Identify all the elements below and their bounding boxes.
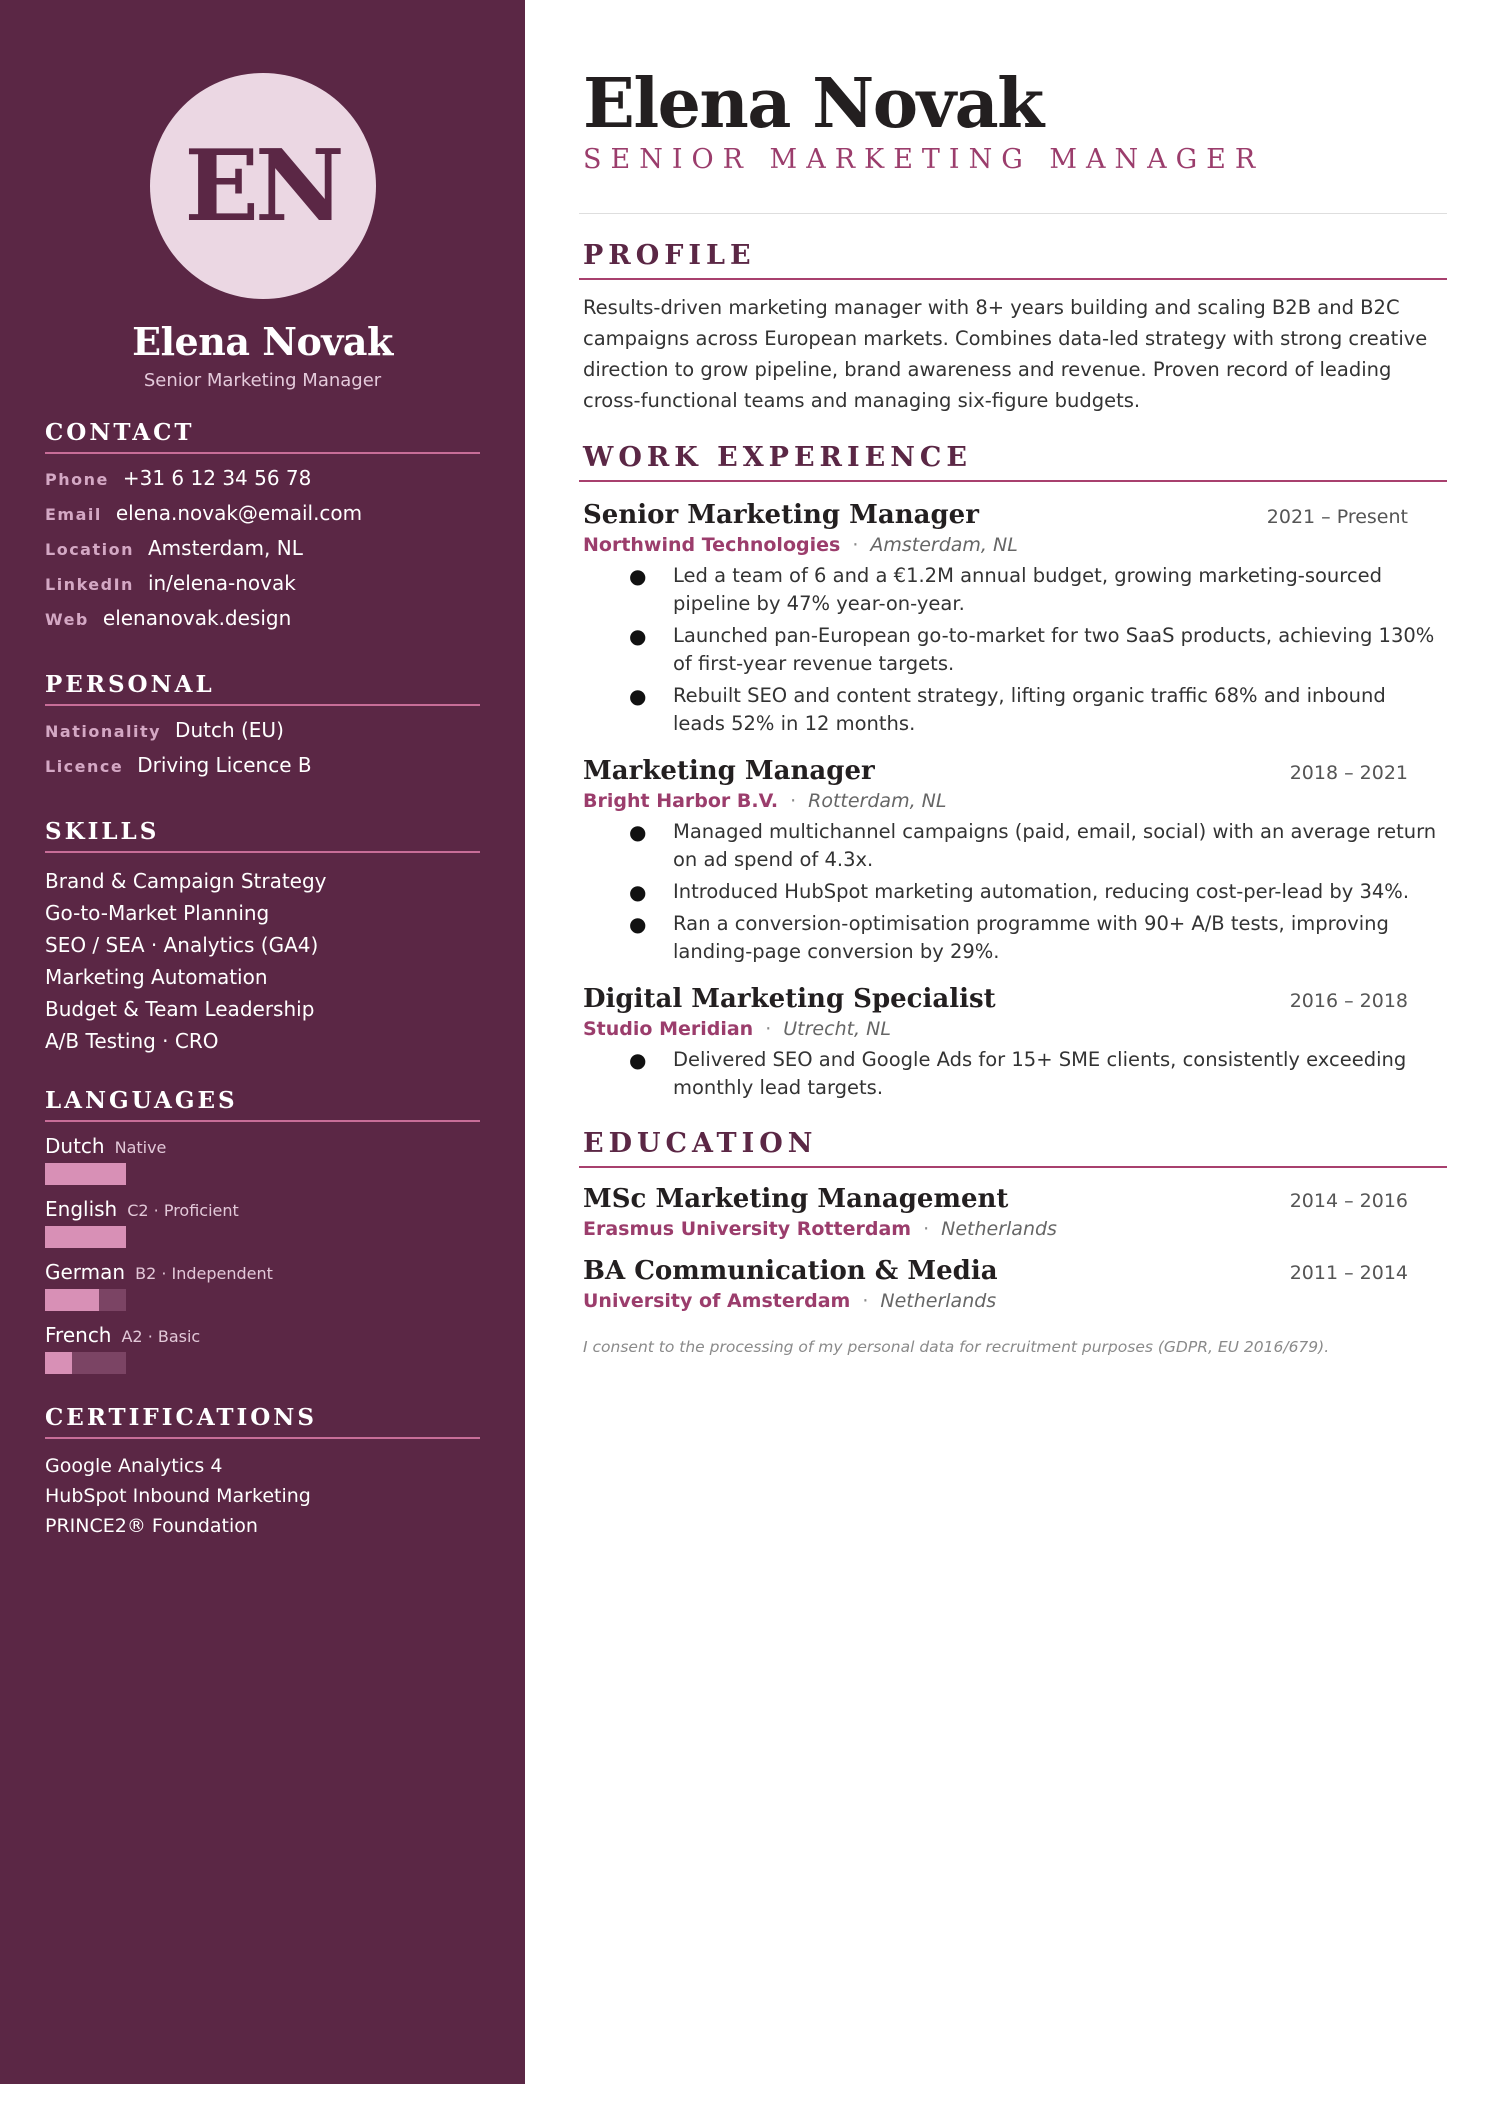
personal-label: Nationality <box>45 722 162 741</box>
gdpr-consent: I consent to the processing of my personal data for recruitment purposes (GDPR, EU 2016/679). <box>583 1338 1330 1356</box>
personal-nationality <box>45 718 480 753</box>
contact-label: Location <box>45 540 134 559</box>
languages-section <box>45 1087 480 1374</box>
avatar <box>150 73 376 299</box>
school-location: Netherlands <box>880 1290 997 1312</box>
job-location: Utrecht, NL <box>783 1018 891 1040</box>
contact-email[interactable] <box>45 501 480 536</box>
contact-phone[interactable] <box>45 466 480 501</box>
contact-label: Email <box>45 505 102 524</box>
education-entry <box>583 1184 1443 1240</box>
school-name: Erasmus University Rotterdam <box>583 1218 912 1240</box>
contact-label: LinkedIn <box>45 575 134 594</box>
education-section <box>583 1128 1443 1312</box>
job-entry <box>583 500 1443 738</box>
language-item <box>45 1197 480 1248</box>
page-title: Elena Novak <box>583 64 1043 144</box>
job-location: Amsterdam, NL <box>870 534 1018 556</box>
job-bullets <box>583 1046 1443 1102</box>
certification-item: PRINCE2® Foundation <box>45 1515 258 1537</box>
certifications-section <box>45 1404 480 1541</box>
job-bullets <box>583 818 1443 966</box>
certifications-heading: CERTIFICATIONS <box>45 1404 480 1439</box>
profile-section <box>583 240 1443 416</box>
school-name: University of Amsterdam <box>583 1290 851 1312</box>
skill-item: Marketing Automation <box>45 965 268 989</box>
language-proficiency-fill <box>45 1289 99 1311</box>
profile-text: Results-driven marketing manager with 8+ years building and scaling B2B and B2C campaigns across European markets. Combines data-led strategy with strong creative direction to grow pipeline, brand awareness and revenue. Proven record of leading cross-functional teams and managing six-figure budgets. <box>583 296 1428 412</box>
job-bullet: ● Introduced HubSpot marketing automation, reducing cost-per-lead by 34%. <box>629 880 1410 904</box>
job-entry <box>583 984 1443 1102</box>
language-name: English <box>45 1197 118 1221</box>
job-title: Digital Marketing Specialist <box>583 984 996 1014</box>
skills-heading: SKILLS <box>45 818 480 853</box>
sidebar-name: Elena Novak <box>132 319 393 364</box>
language-item <box>45 1323 480 1374</box>
language-item <box>45 1134 480 1185</box>
job-location: Rotterdam, NL <box>808 790 947 812</box>
language-proficiency-fill <box>45 1163 126 1185</box>
job-bullet: ● Ran a conversion-optimisation programme with 90+ A/B tests, improving landing-page conversion by 29%. <box>629 912 1389 963</box>
language-proficiency-fill <box>45 1352 72 1374</box>
separator-dot: · <box>790 790 797 812</box>
language-name: German <box>45 1260 126 1284</box>
contact-label: Web <box>45 610 89 629</box>
personal-section <box>45 671 480 788</box>
experience-section <box>583 442 1443 1102</box>
language-level: C2 · Proficient <box>127 1201 239 1220</box>
company-name: Northwind Technologies <box>583 534 841 556</box>
bullet-icon: ● <box>629 564 647 588</box>
languages-heading: LANGUAGES <box>45 1087 480 1122</box>
skill-item: Go-to-Market Planning <box>45 901 270 925</box>
education-dates: 2014 – 2016 <box>1289 1190 1408 1212</box>
company-name: Studio Meridian <box>583 1018 754 1040</box>
skill-item: Brand & Campaign Strategy <box>45 869 327 893</box>
experience-heading: WORK EXPERIENCE <box>579 442 1447 482</box>
bullet-icon: ● <box>629 880 647 904</box>
education-dates: 2011 – 2014 <box>1289 1262 1408 1284</box>
job-entry <box>583 756 1443 966</box>
job-bullets <box>583 562 1443 738</box>
personal-label: Licence <box>45 757 124 776</box>
job-title-subtitle: SENIOR MARKETING MANAGER <box>583 144 1265 175</box>
contact-value: Amsterdam, NL <box>147 536 303 560</box>
language-level: A2 · Basic <box>121 1327 201 1346</box>
contact-value: elenanovak.design <box>102 606 292 630</box>
job-dates: 2016 – 2018 <box>1289 990 1408 1012</box>
header-divider <box>579 213 1447 214</box>
profile-heading: PROFILE <box>579 240 1447 280</box>
education-entry <box>583 1256 1443 1312</box>
job-dates: 2021 – Present <box>1266 506 1408 528</box>
language-proficiency-bar <box>45 1289 126 1311</box>
contact-label: Phone <box>45 470 109 489</box>
bullet-icon: ● <box>629 912 647 936</box>
contact-value: elena.novak@email.com <box>115 501 363 525</box>
job-bullet: ● Launched pan-European go-to-market for two SaaS products, achieving 130% of first-year revenue targets. <box>629 624 1435 675</box>
contact-value: in/elena-novak <box>147 571 296 595</box>
education-heading: EDUCATION <box>579 1128 1447 1168</box>
language-name: Dutch <box>45 1134 105 1158</box>
job-bullet: ● Delivered SEO and Google Ads for 15+ SME clients, consistently exceeding monthly lead targets. <box>629 1048 1407 1099</box>
job-dates: 2018 – 2021 <box>1289 762 1408 784</box>
separator-dot: · <box>852 534 859 556</box>
contact-value: +31 6 12 34 56 78 <box>122 466 312 490</box>
bullet-icon: ● <box>629 1048 647 1072</box>
language-proficiency-bar <box>45 1352 126 1374</box>
degree-title: MSc Marketing Management <box>583 1184 1009 1214</box>
skill-item: Budget & Team Leadership <box>45 997 315 1021</box>
personal-heading: PERSONAL <box>45 671 480 706</box>
job-bullet: ● Led a team of 6 and a €1.2M annual budget, growing marketing-sourced pipeline by 47% year-on-year. <box>629 564 1382 615</box>
language-proficiency-fill <box>45 1226 126 1248</box>
contact-heading: CONTACT <box>45 419 480 454</box>
language-level: B2 · Independent <box>135 1264 273 1283</box>
language-item <box>45 1260 480 1311</box>
bullet-icon: ● <box>629 624 647 648</box>
skills-section <box>45 818 480 1057</box>
language-proficiency-bar <box>45 1226 126 1248</box>
language-proficiency-bar <box>45 1163 126 1185</box>
contact-linkedin[interactable] <box>45 571 480 606</box>
skill-item: SEO / SEA · Analytics (GA4) <box>45 933 319 957</box>
language-level: Native <box>114 1138 167 1157</box>
skill-item: A/B Testing · CRO <box>45 1029 219 1053</box>
avatar-initials: EN <box>184 128 341 244</box>
job-bullet: ● Rebuilt SEO and content strategy, lifting organic traffic 68% and inbound leads 52% in 12 months. <box>629 684 1386 735</box>
bullet-icon: ● <box>629 684 647 708</box>
personal-value: Driving Licence B <box>137 753 312 777</box>
company-name: Bright Harbor B.V. <box>583 790 779 812</box>
personal-value: Dutch (EU) <box>175 718 284 742</box>
main-content <box>583 0 1443 1356</box>
contact-section <box>45 419 480 641</box>
job-bullet: ● Managed multichannel campaigns (paid, email, social) with an average return on ad spend of 4.3x. <box>629 820 1437 871</box>
contact-location <box>45 536 480 571</box>
degree-title: BA Communication & Media <box>583 1256 998 1286</box>
sidebar <box>0 0 525 2084</box>
job-title: Senior Marketing Manager <box>583 500 979 530</box>
separator-dot: · <box>923 1218 930 1240</box>
school-location: Netherlands <box>941 1218 1057 1240</box>
certification-item: Google Analytics 4 <box>45 1455 223 1477</box>
separator-dot: · <box>862 1290 869 1312</box>
language-name: French <box>45 1323 112 1347</box>
separator-dot: · <box>765 1018 772 1040</box>
sidebar-title: Senior Marketing Manager <box>143 370 382 391</box>
personal-licence <box>45 753 480 788</box>
job-title: Marketing Manager <box>583 756 875 786</box>
bullet-icon: ● <box>629 820 647 844</box>
contact-web[interactable] <box>45 606 480 641</box>
certification-item: HubSpot Inbound Marketing <box>45 1485 311 1507</box>
